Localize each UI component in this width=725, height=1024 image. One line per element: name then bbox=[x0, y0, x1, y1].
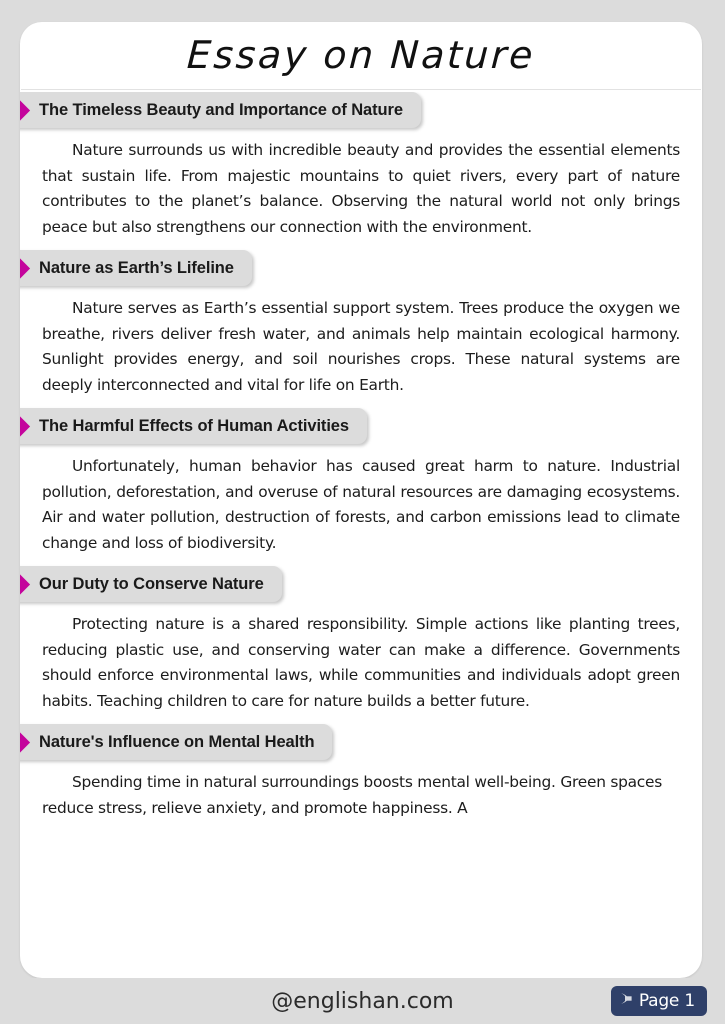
section-heading-label: The Timeless Beauty and Importance of Nature bbox=[39, 100, 403, 119]
section-heading-badge bbox=[20, 724, 332, 760]
section-heading-label: Nature's Influence on Mental Health bbox=[39, 732, 315, 751]
diamond-bullet-icon bbox=[20, 257, 30, 278]
essay-section bbox=[20, 408, 702, 566]
title-divider bbox=[21, 89, 701, 90]
diamond-bullet-icon bbox=[20, 731, 30, 752]
site-credit: @englishan.com bbox=[271, 988, 454, 1014]
section-heading-badge bbox=[20, 250, 252, 286]
diamond-bullet-icon bbox=[20, 99, 30, 120]
essay-section bbox=[20, 724, 702, 831]
essay-content bbox=[20, 92, 702, 978]
page-number-label: Page 1 bbox=[638, 991, 695, 1011]
section-heading-badge bbox=[20, 408, 367, 444]
section-paragraph: Protecting nature is a shared responsibility. Simple actions like planting trees, reducing plastic use, and conserving water can make a difference. Governments should enforce environmental laws, while communities and individuals adopt green habits. Teaching children to care for nature builds a better future. bbox=[42, 615, 680, 710]
page-number-badge bbox=[611, 986, 707, 1016]
title-area bbox=[20, 22, 702, 88]
page-title: Essay on Nature bbox=[185, 33, 537, 77]
essay-section bbox=[20, 566, 702, 724]
arrow-right-icon bbox=[618, 990, 635, 1012]
section-paragraph: Nature serves as Earth’s essential support system. Trees produce the oxygen we breathe, rivers deliver fresh water, and animals help maintain ecological harmony. Sunlight provides energy, and soil nourishes crops. These natural systems are deeply interconnected and vital for life on Earth. bbox=[42, 299, 680, 394]
section-heading-label: Nature as Earth’s Lifeline bbox=[39, 258, 234, 277]
section-heading-label: Our Duty to Conserve Nature bbox=[39, 574, 264, 593]
page-footer bbox=[0, 978, 725, 1024]
section-paragraph: Unfortunately, human behavior has caused great harm to nature. Industrial pollution, deforestation, and overuse of natural resources are damaging ecosystems. Air and water pollution, destruction of forests, and carbon emissions lead to climate change and loss of biodiversity. bbox=[42, 457, 680, 552]
section-heading-label: The Harmful Effects of Human Activities bbox=[39, 416, 349, 435]
section-paragraph: Spending time in natural surroundings boosts mental well-being. Green spaces reduce stress, relieve anxiety, and promote happiness. A bbox=[42, 773, 663, 817]
section-heading-badge bbox=[20, 566, 282, 602]
section-paragraph: Nature surrounds us with incredible beauty and provides the essential elements that sustain life. From majestic mountains to quiet rivers, every part of nature contributes to the planet’s balance. Observing the natural world not only brings peace but also strengthens our connection with the environment. bbox=[42, 141, 680, 236]
essay-section bbox=[20, 250, 702, 408]
diamond-bullet-icon bbox=[20, 415, 30, 436]
diamond-bullet-icon bbox=[20, 573, 30, 594]
paper-sheet bbox=[20, 22, 702, 978]
section-heading-badge bbox=[20, 92, 421, 128]
essay-section bbox=[20, 92, 702, 250]
